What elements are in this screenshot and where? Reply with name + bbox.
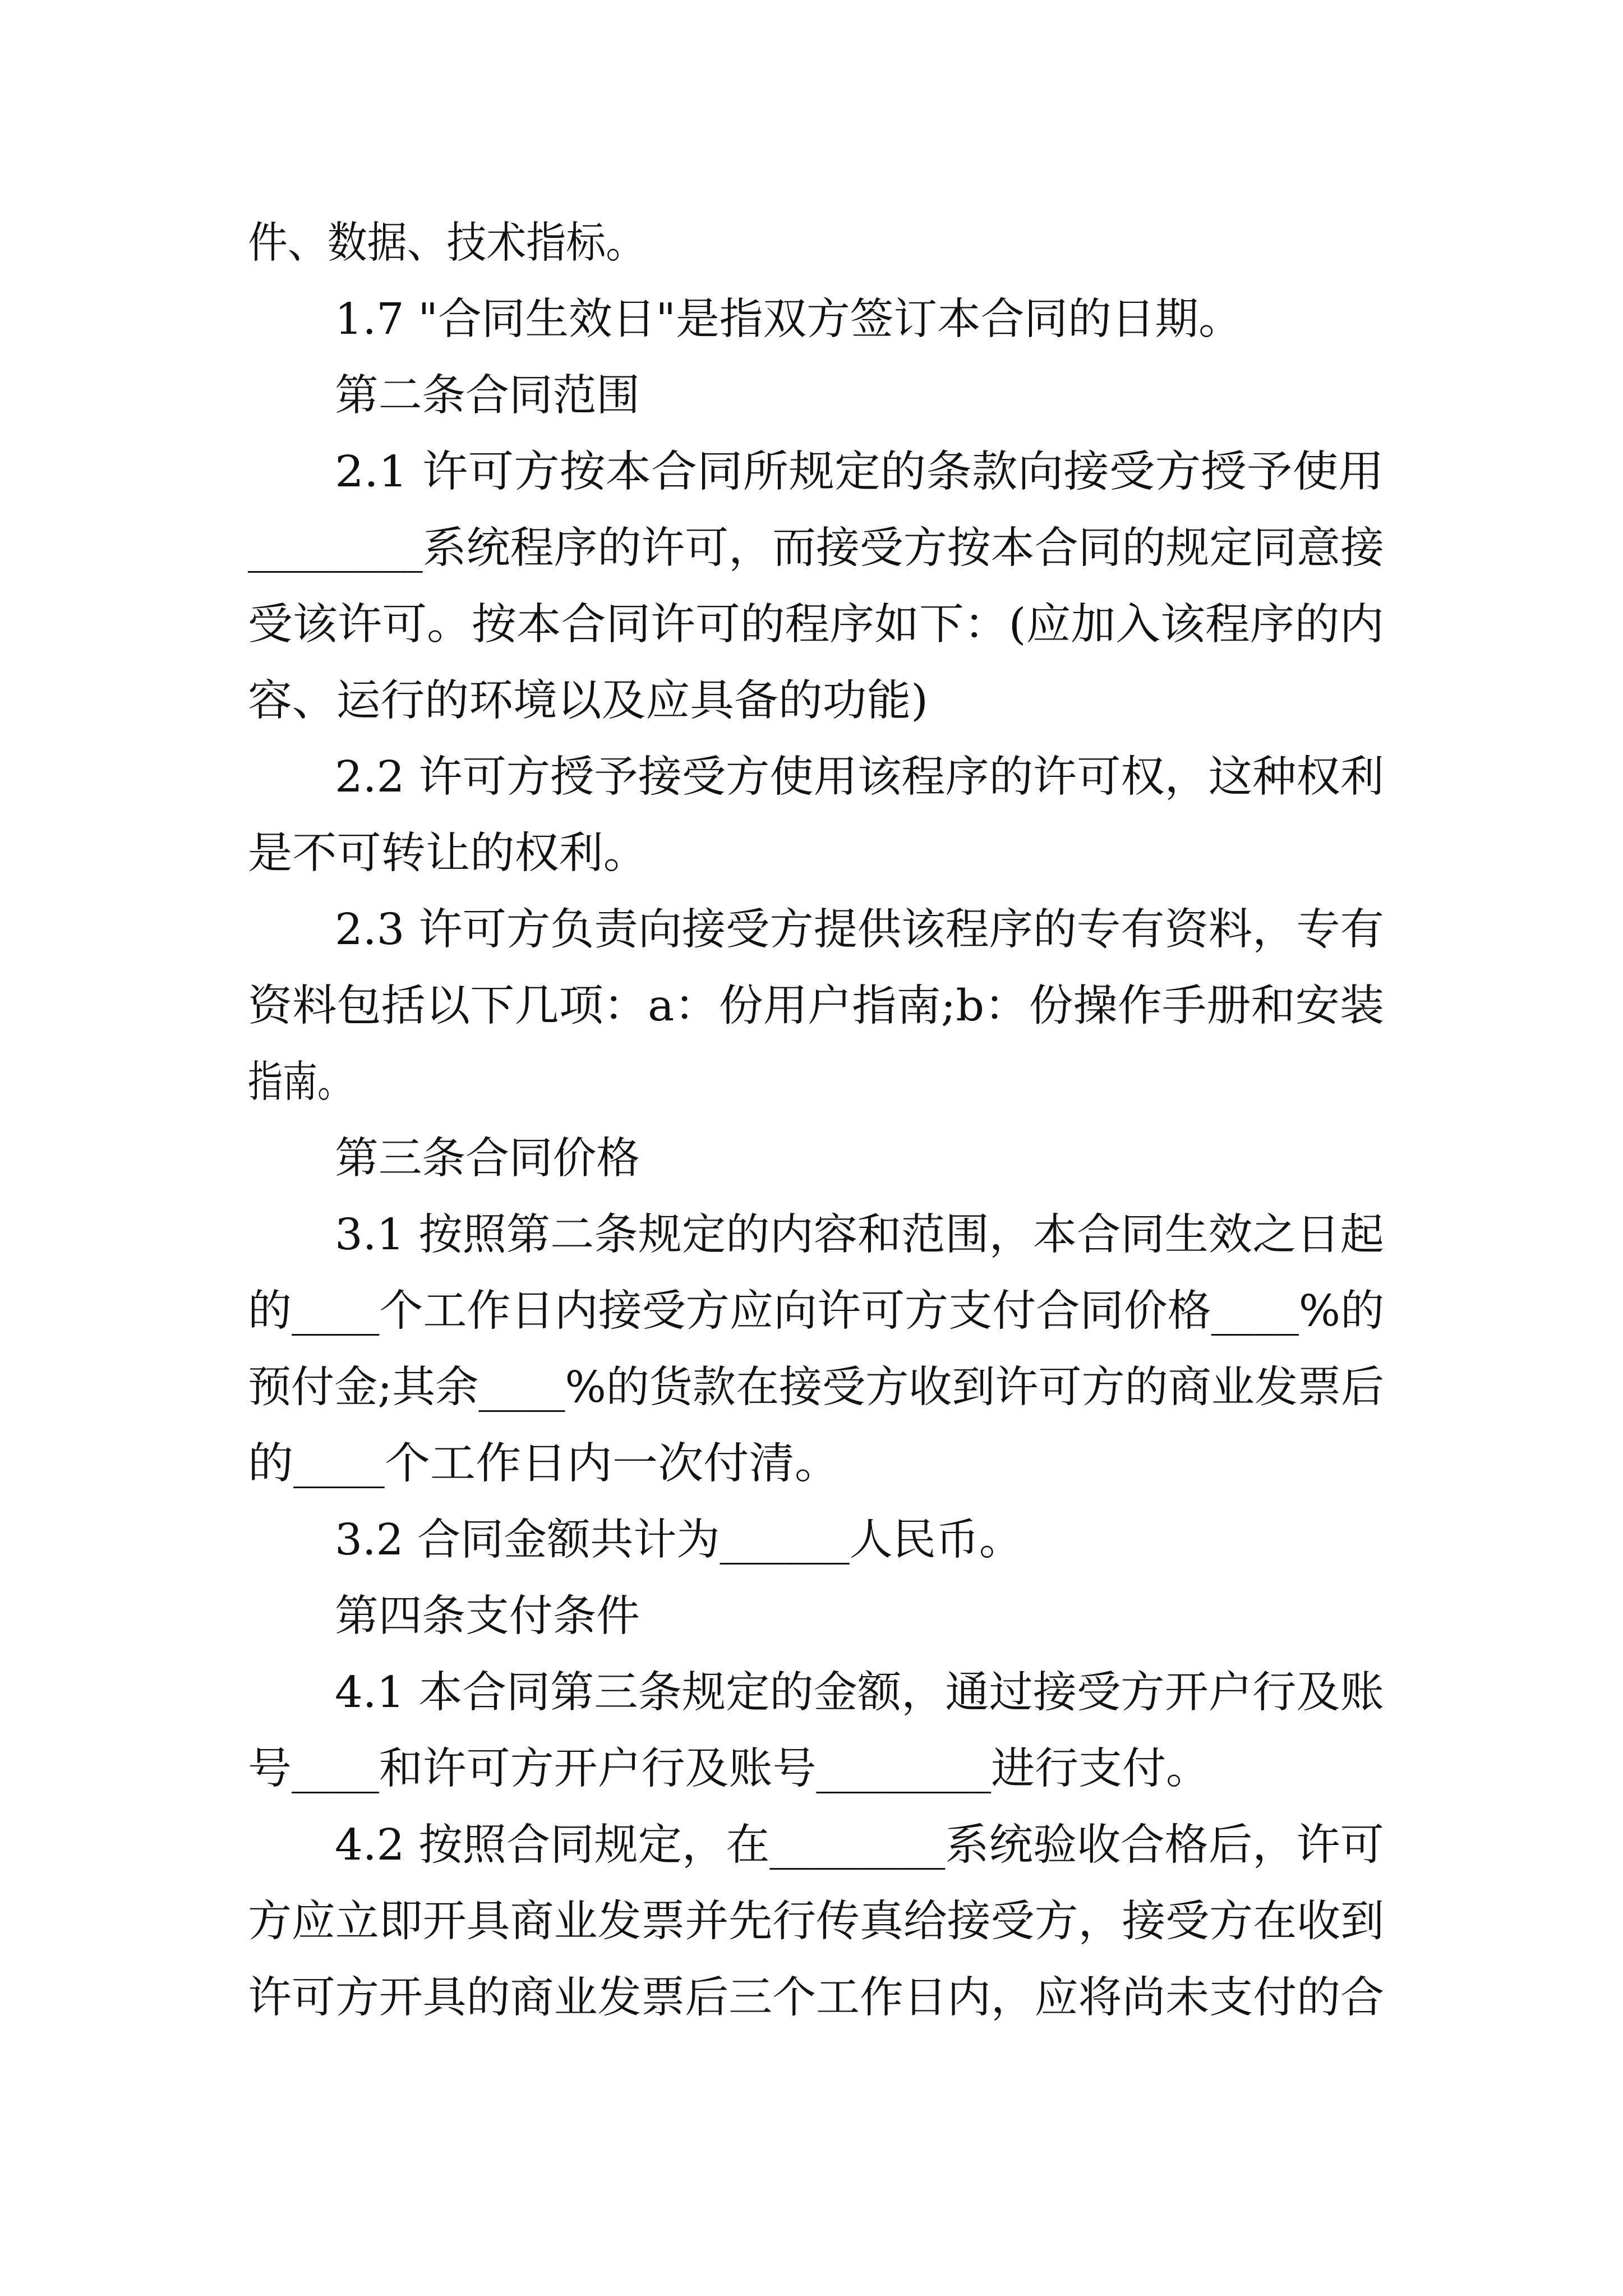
text-line-5: ________系统程序的许可，而接受方按本合同的规定同意接 <box>248 523 1384 573</box>
text-line-22: 4.2 按照合同规定，在________系统验收合格后，许可 <box>335 1820 1384 1870</box>
section-heading-3: 第三条合同价格 <box>335 1134 640 1184</box>
text-line-21: 号____和许可方开户行及账号________进行支付。 <box>248 1744 1210 1794</box>
text-line-20: 4.1 本合同第三条规定的金额，通过接受方开户行及账 <box>335 1668 1384 1718</box>
text-line-9: 是不可转让的权利。 <box>248 829 648 878</box>
text-line-16: 预付金;其余____%的货款在接受方收到许可方的商业发票后 <box>248 1363 1385 1412</box>
text-line-18: 3.2 合同金额共计为______人民币。 <box>335 1515 1022 1565</box>
text-line-24: 许可方开具的商业发票后三个工作日内，应将尚未支付的合 <box>248 1973 1384 2023</box>
text-line-2: 1.7 "合同生效日"是指双方签订本合同的日期。 <box>335 295 1242 344</box>
text-line-1: 件、数据、技术指标。 <box>248 218 645 268</box>
text-line-12: 指南。 <box>248 1057 352 1107</box>
text-line-15: 的____个工作日内接受方应向许可方支付合同价格____%的 <box>248 1286 1385 1336</box>
section-heading-4: 第四条支付条件 <box>335 1591 640 1641</box>
text-line-23: 方应立即开具商业发票并先行传真给接受方，接受方在收到 <box>248 1897 1384 1947</box>
text-line-4: 2.1 许可方按本合同所规定的条款向接受方授予使用 <box>335 447 1384 497</box>
text-line-14: 3.1 按照第二条规定的内容和范围，本合同生效之日起 <box>335 1210 1384 1260</box>
text-line-6: 受该许可。按本合同许可的程序如下：(应加入该程序的内 <box>248 600 1385 650</box>
section-heading-2: 第二条合同范围 <box>335 371 640 421</box>
text-line-10: 2.3 许可方负责向接受方提供该程序的专有资料，专有 <box>335 905 1384 955</box>
text-line-7: 容、运行的环境以及应具备的功能) <box>248 676 929 726</box>
text-line-11: 资料包括以下几项：a：份用户指南;b：份操作手册和安装 <box>248 981 1385 1031</box>
text-line-17: 的____个工作日内一次付清。 <box>248 1439 840 1489</box>
text-line-8: 2.2 许可方授予接受方使用该程序的许可权，这种权利 <box>335 752 1384 802</box>
